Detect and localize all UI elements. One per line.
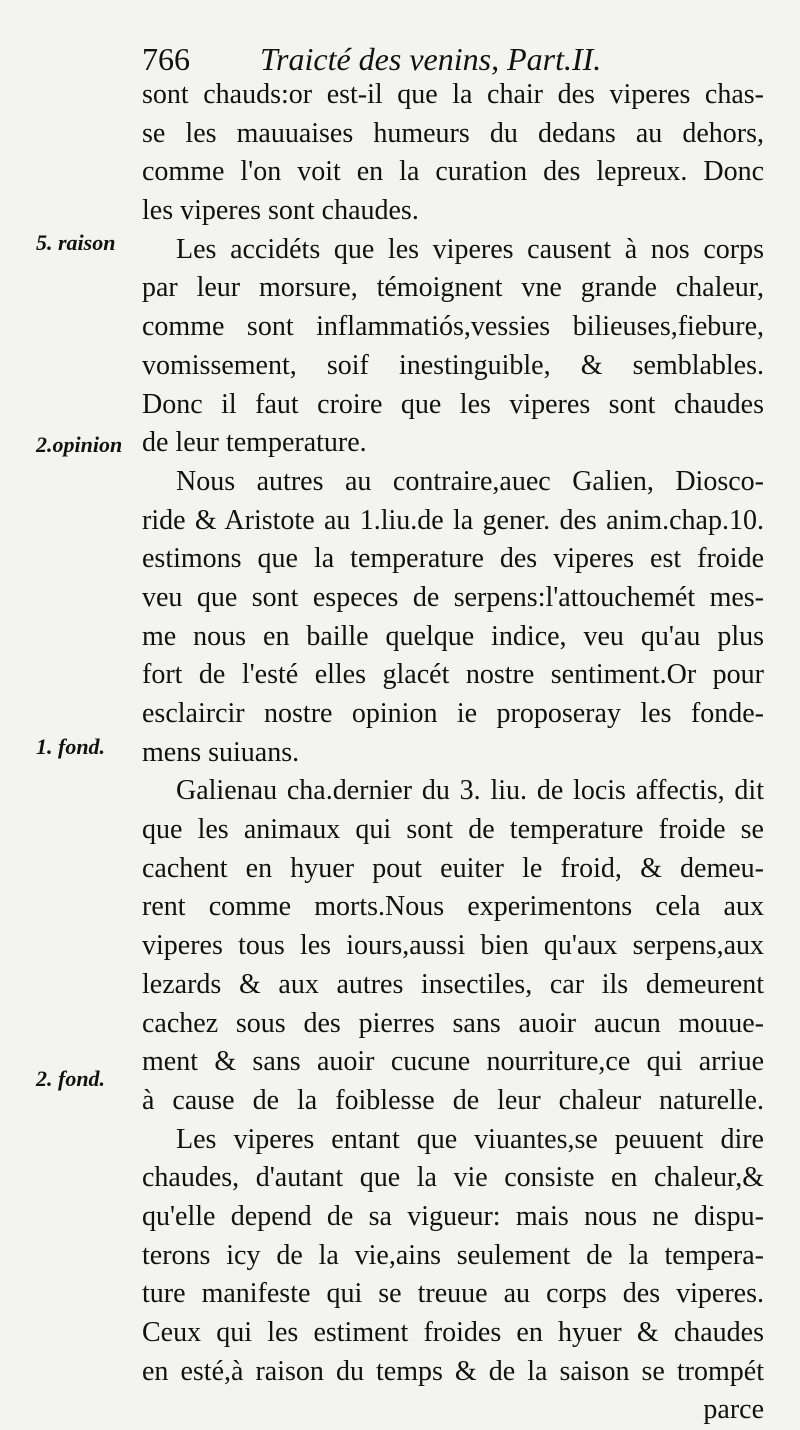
text-line: estimons que la temperature des viperes est froide [142,543,764,575]
text-line: de leur temperature. [142,427,367,459]
text-line: viperes tous les iours,aussi bien qu'aux serpens,aux [142,930,764,962]
text-line: sont chauds:or est-il que la chair des viperes chas- [142,79,764,110]
margin-note-fond-1: 1. fond. [36,734,106,759]
text-line: Ceux qui les estiment froides en hyuer & chaudes [142,1317,764,1348]
body-text [142,76,764,1430]
text-line: comme sont inflammatiós,vessies bilieuses,fiebure, [142,311,764,343]
text-line: terons icy de la vie,ains seulement de la tempera- [142,1239,764,1271]
text-line: en esté,à raison du temps & de la saison se trompét [142,1355,764,1387]
running-title: Traicté des venins, Part.II. [260,41,602,77]
text-line: rent comme morts.Nous experimentons cela aux [142,891,764,923]
text-line: me nous en baille quelque indice, veu qu'au plus [142,620,764,652]
text-line: vomissement, soif inestinguible, & semblables. [142,349,764,381]
margin-note-raison: 5. raison [36,230,116,255]
text-line: mens suiuans. [142,736,300,768]
text-line: veu que sont especes de serpens:l'attouchemét mes- [142,581,764,613]
text-line: que les animaux qui sont de temperature froide se [142,814,764,846]
text-line: à cause de la foiblesse de leur chaleur naturelle. [142,1084,764,1116]
text-line: ture manifeste qui se treuue au corps des viperes. [142,1278,764,1310]
text-line: cachent en hyuer pout euiter le froid, & demeu- [142,852,764,884]
text-line: Les viperes entant que viuantes,se peuuent dire [176,1123,764,1155]
text-line: les viperes sont chaudes. [142,195,419,227]
text-line: Nous autres au contraire,auec Galien, Diosco- [176,465,764,497]
text-line: lezards & aux autres insectiles, car ils demeurent [142,968,764,1000]
catchword: parce [703,1394,764,1426]
text-line: Les accidéts que les viperes causent à nos corps [176,233,764,265]
text-line: qu'elle depend de sa vigueur: mais nous ne dispu- [142,1200,764,1232]
text-line: Galienau cha.dernier du 3. liu. de locis affectis, dit [176,775,764,807]
text-line: ride & Aristote au 1.liu.de la gener. des anim.chap.10. [142,504,764,536]
text-line: Donc il faut croire que les viperes sont chaudes [142,388,764,420]
text-line: se les mauuaises humeurs du dedans au dehors, [142,117,764,149]
text-line: fort de l'esté elles glacét nostre sentiment.Or pour [142,659,764,691]
text-line: ment & sans auoir cucune nourriture,ce qui arriue [142,1046,764,1078]
text-line: comme l'on voit en la curation des lepreux. Donc [142,156,764,188]
page-number: 766 [142,41,190,77]
margin-note-opinion: 2.opinion [36,432,123,457]
text-line: chaudes, d'autant que la vie consiste en chaleur,& [142,1162,764,1194]
text-line: par leur morsure, témoignent vne grande chaleur, [142,272,764,304]
text-line: esclaircir nostre opinion ie proposeray les fonde- [142,698,764,729]
text-line: cachez sous des pierres sans auoir aucun mouue- [142,1007,764,1039]
margin-note-fond-2: 2. fond. [36,1066,106,1091]
